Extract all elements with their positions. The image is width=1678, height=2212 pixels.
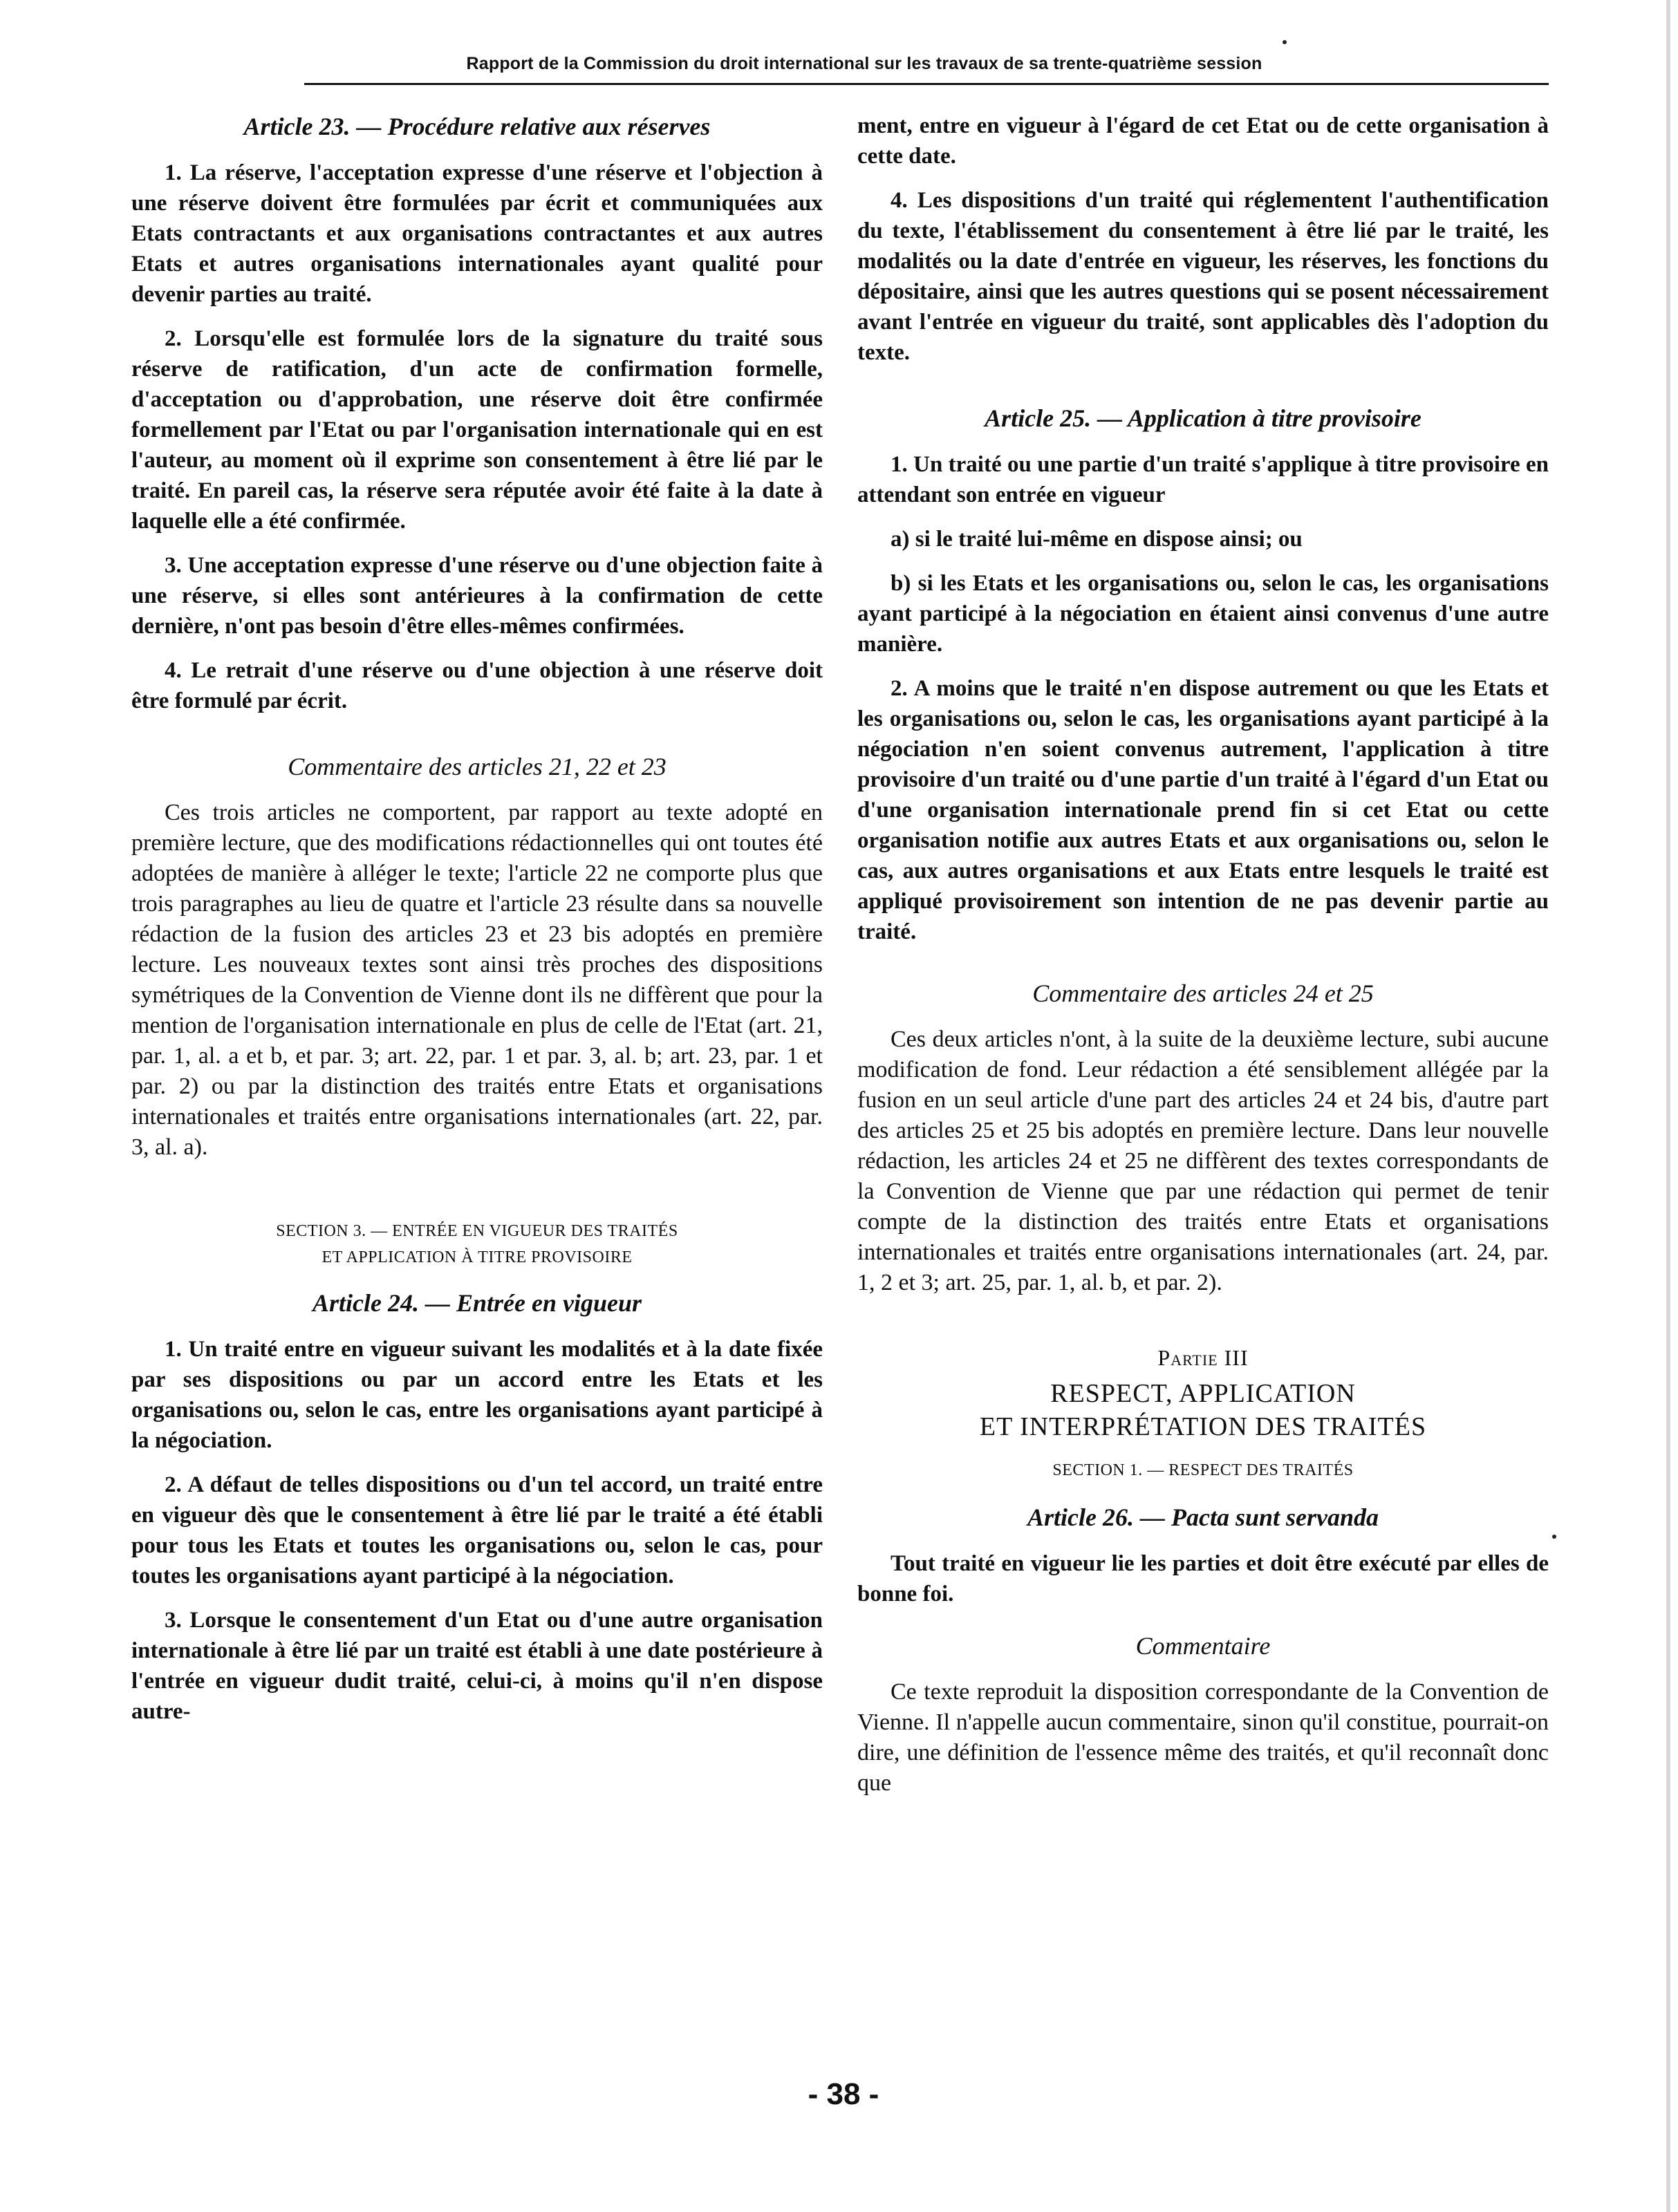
commentary-26-text: Ce texte reproduit la disposition correspondante de la Convention de Vienne. Il n'appelle aucun commentaire, sinon qu'il constitue, pourrait-on dire, une définition de l'essence même des traités, et qu'il reconnaît donc que (857, 1679, 1549, 1796)
part-iii-title-line-2: ET INTERPRÉTATION DES TRAITÉS (979, 1412, 1427, 1441)
header-rule (304, 83, 1549, 85)
article-24-paragraph-1: 1. Un traité entre en vigueur suivant les modalités et à la date fixée par ses dispositions ou par un accord entre les Etats et les organisations ou, selon le cas, entre les organisations ayant participé à la négociation. (131, 1337, 823, 1453)
article-25-paragraph-1a: a) si le traité lui-même en dispose ainsi; ou (891, 527, 1303, 552)
page-number: - 38 - (808, 2077, 879, 2111)
article-23-paragraph-2: 2. Lorsqu'elle est formulée lors de la signature du traité sous réserve de ratification, d'un acte de confirmation formelle, d'acceptation ou d'approbation, une réserve doit être confirmée formellement par l'Etat ou par l'organisation internationale qui en est l'auteur, au moment où il exprime son consentement à être lié par le traité. En pareil cas, la réserve sera réputée avoir été faite à la date à laquelle elle a été confirmée. (131, 326, 823, 534)
section-3-heading-line-1: SECTION 3. — ENTRÉE EN VIGUEUR DES TRAITÉS (276, 1222, 678, 1240)
commentary-21-23-title: Commentaire des articles 21, 22 et 23 (288, 753, 666, 780)
commentary-24-25-text: Ces deux articles n'ont, à la suite de la deuxième lecture, subi aucune modification de fond. Leur rédaction a été sensiblement allégée par la fusion en un seul article d'une part des articles 24 et 24 bis, d'autre part des articles 25 et 25 bis adoptés en première lecture. Dans leur nouvelle rédaction, les articles 24 et 25 ne diffèrent des textes correspondants de la Convention de Vienne que par une rédaction qui permet de tenir compte de la distinction des traités entre Etats et organisations internationales et traités entre organisations internationales (art. 24, par. 1, 2 et 3; art. 25, par. 1, al. b, et par. 2). (857, 1027, 1549, 1295)
article-23-paragraph-4: 4. Le retrait d'une réserve ou d'une objection à une réserve doit être formulé par écrit. (131, 658, 823, 713)
scan-speck (1552, 1535, 1556, 1539)
article-24-paragraph-3-continued: ment, entre en vigueur à l'égard de cet Etat ou de cette organisation à cette date. (857, 113, 1549, 169)
section-1-heading: SECTION 1. — RESPECT DES TRAITÉS (1052, 1461, 1354, 1479)
article-26-title: Article 26. — Pacta sunt servanda (1027, 1503, 1379, 1531)
part-iii-title-line-1: RESPECT, APPLICATION (1050, 1379, 1356, 1408)
scan-speck (1283, 40, 1287, 44)
article-24-paragraph-3: 3. Lorsque le consentement d'un Etat ou d'une autre organisation internationale à être lié par un traité est établi à une date postérieure à l'entrée en vigueur dudit traité, celui-ci, à moins qu'il n'en dispose autre- (131, 1608, 823, 1724)
section-3-heading-line-2: ET APPLICATION À TITRE PROVISOIRE (321, 1248, 633, 1266)
article-23-title: Article 23. — Procédure relative aux réserves (243, 113, 711, 140)
article-25-paragraph-1: 1. Un traité ou une partie d'un traité s'applique à titre provisoire en attendant son entrée en vigueur (857, 452, 1549, 507)
scan-edge (1666, 0, 1670, 2212)
article-24-paragraph-2: 2. A défaut de telles dispositions ou d'un tel accord, un traité entre en vigueur dès que le consentement à être lié par le traité a été établi pour tous les Etats et toutes les organisations ou, selon le cas, pour toutes les organisations ayant participé à la négociation. (131, 1472, 823, 1588)
commentary-24-25-title: Commentaire des articles 24 et 25 (1032, 980, 1374, 1007)
article-24-paragraph-4: 4. Les dispositions d'un traité qui réglementent l'authentification du texte, l'établissement du consentement à être lié par le traité, les modalités ou la date d'entrée en vigueur, les réserves, les fonctions du dépositaire, ainsi que les autres questions qui se posent nécessairement avant l'entrée en vigueur du traité, sont applicables dès l'adoption du texte. (857, 188, 1549, 365)
part-iii-label: Partie III (1157, 1345, 1249, 1370)
article-25-title: Article 25. — Application à titre provisoire (985, 404, 1421, 432)
article-26-text: Tout traité en vigueur lie les parties et doit être exécuté par elles de bonne foi. (857, 1551, 1549, 1606)
commentary-26-title: Commentaire (1135, 1632, 1271, 1660)
article-25-paragraph-2: 2. A moins que le traité n'en dispose autrement ou que les Etats et les organisations ou, selon le cas, les organisations ayant participé à la négociation n'en soient convenus autrement, l'application à titre provisoire d'un traité ou d'une partie d'un traité à l'égard d'un Etat ou d'une organisation internationale prend fin si cet Etat ou cette organisation notifie aux autres Etats et aux organisations ou, selon le cas, aux autres organisations et aux Etats entre lesquels le traité est appliqué provisoirement son intention de ne pas devenir partie au traité. (857, 676, 1549, 944)
running-header: Rapport de la Commission du droit international sur les travaux de sa trente-quatrième session (466, 54, 1262, 73)
article-23-paragraph-3: 3. Une acceptation expresse d'une réserve ou d'une objection faite à une réserve, si elles sont antérieures à la confirmation de cette dernière, n'ont pas besoin d'être elles-mêmes confirmées. (131, 553, 823, 639)
left-column (131, 111, 823, 1741)
right-column (857, 111, 1549, 1812)
article-25-paragraph-1b: b) si les Etats et les organisations ou, selon le cas, les organisations ayant participé à la négociation en étaient ainsi convenus d'une autre manière. (857, 571, 1549, 657)
article-23-paragraph-1: 1. La réserve, l'acceptation expresse d'une réserve et l'objection à une réserve doivent être formulées par écrit et communiquées aux Etats contractants et aux organisations contractantes et aux autres Etats et autres organisations internationales ayant qualité pour devenir parties au traité. (131, 160, 823, 307)
article-24-title: Article 24. — Entrée en vigueur (313, 1289, 642, 1317)
commentary-21-23-text: Ces trois articles ne comportent, par rapport au texte adopté en première lecture, que des modifications rédactionnelles qui ont toutes été adoptées de manière à alléger le texte; l'article 22 ne comporte plus que trois paragraphes au lieu de quatre et l'article 23 résulte dans sa nouvelle rédaction de la fusion des articles 23 et 23 bis adoptés en première lecture. Les nouveaux textes sont ainsi très proches des dispositions symétriques de la Convention de Vienne dont ils ne diffèrent que pour la mention de l'organisation internationale en plus de celle de l'Etat (art. 21, par. 1, al. a et b, et par. 3; art. 22, par. 1 et par. 3, al. b; art. 23, par. 1 et par. 2) ou par la distinction des traités entre Etats et organisations internationales et traités entre organisations internationales (art. 22, par. 3, al. a). (131, 800, 823, 1160)
